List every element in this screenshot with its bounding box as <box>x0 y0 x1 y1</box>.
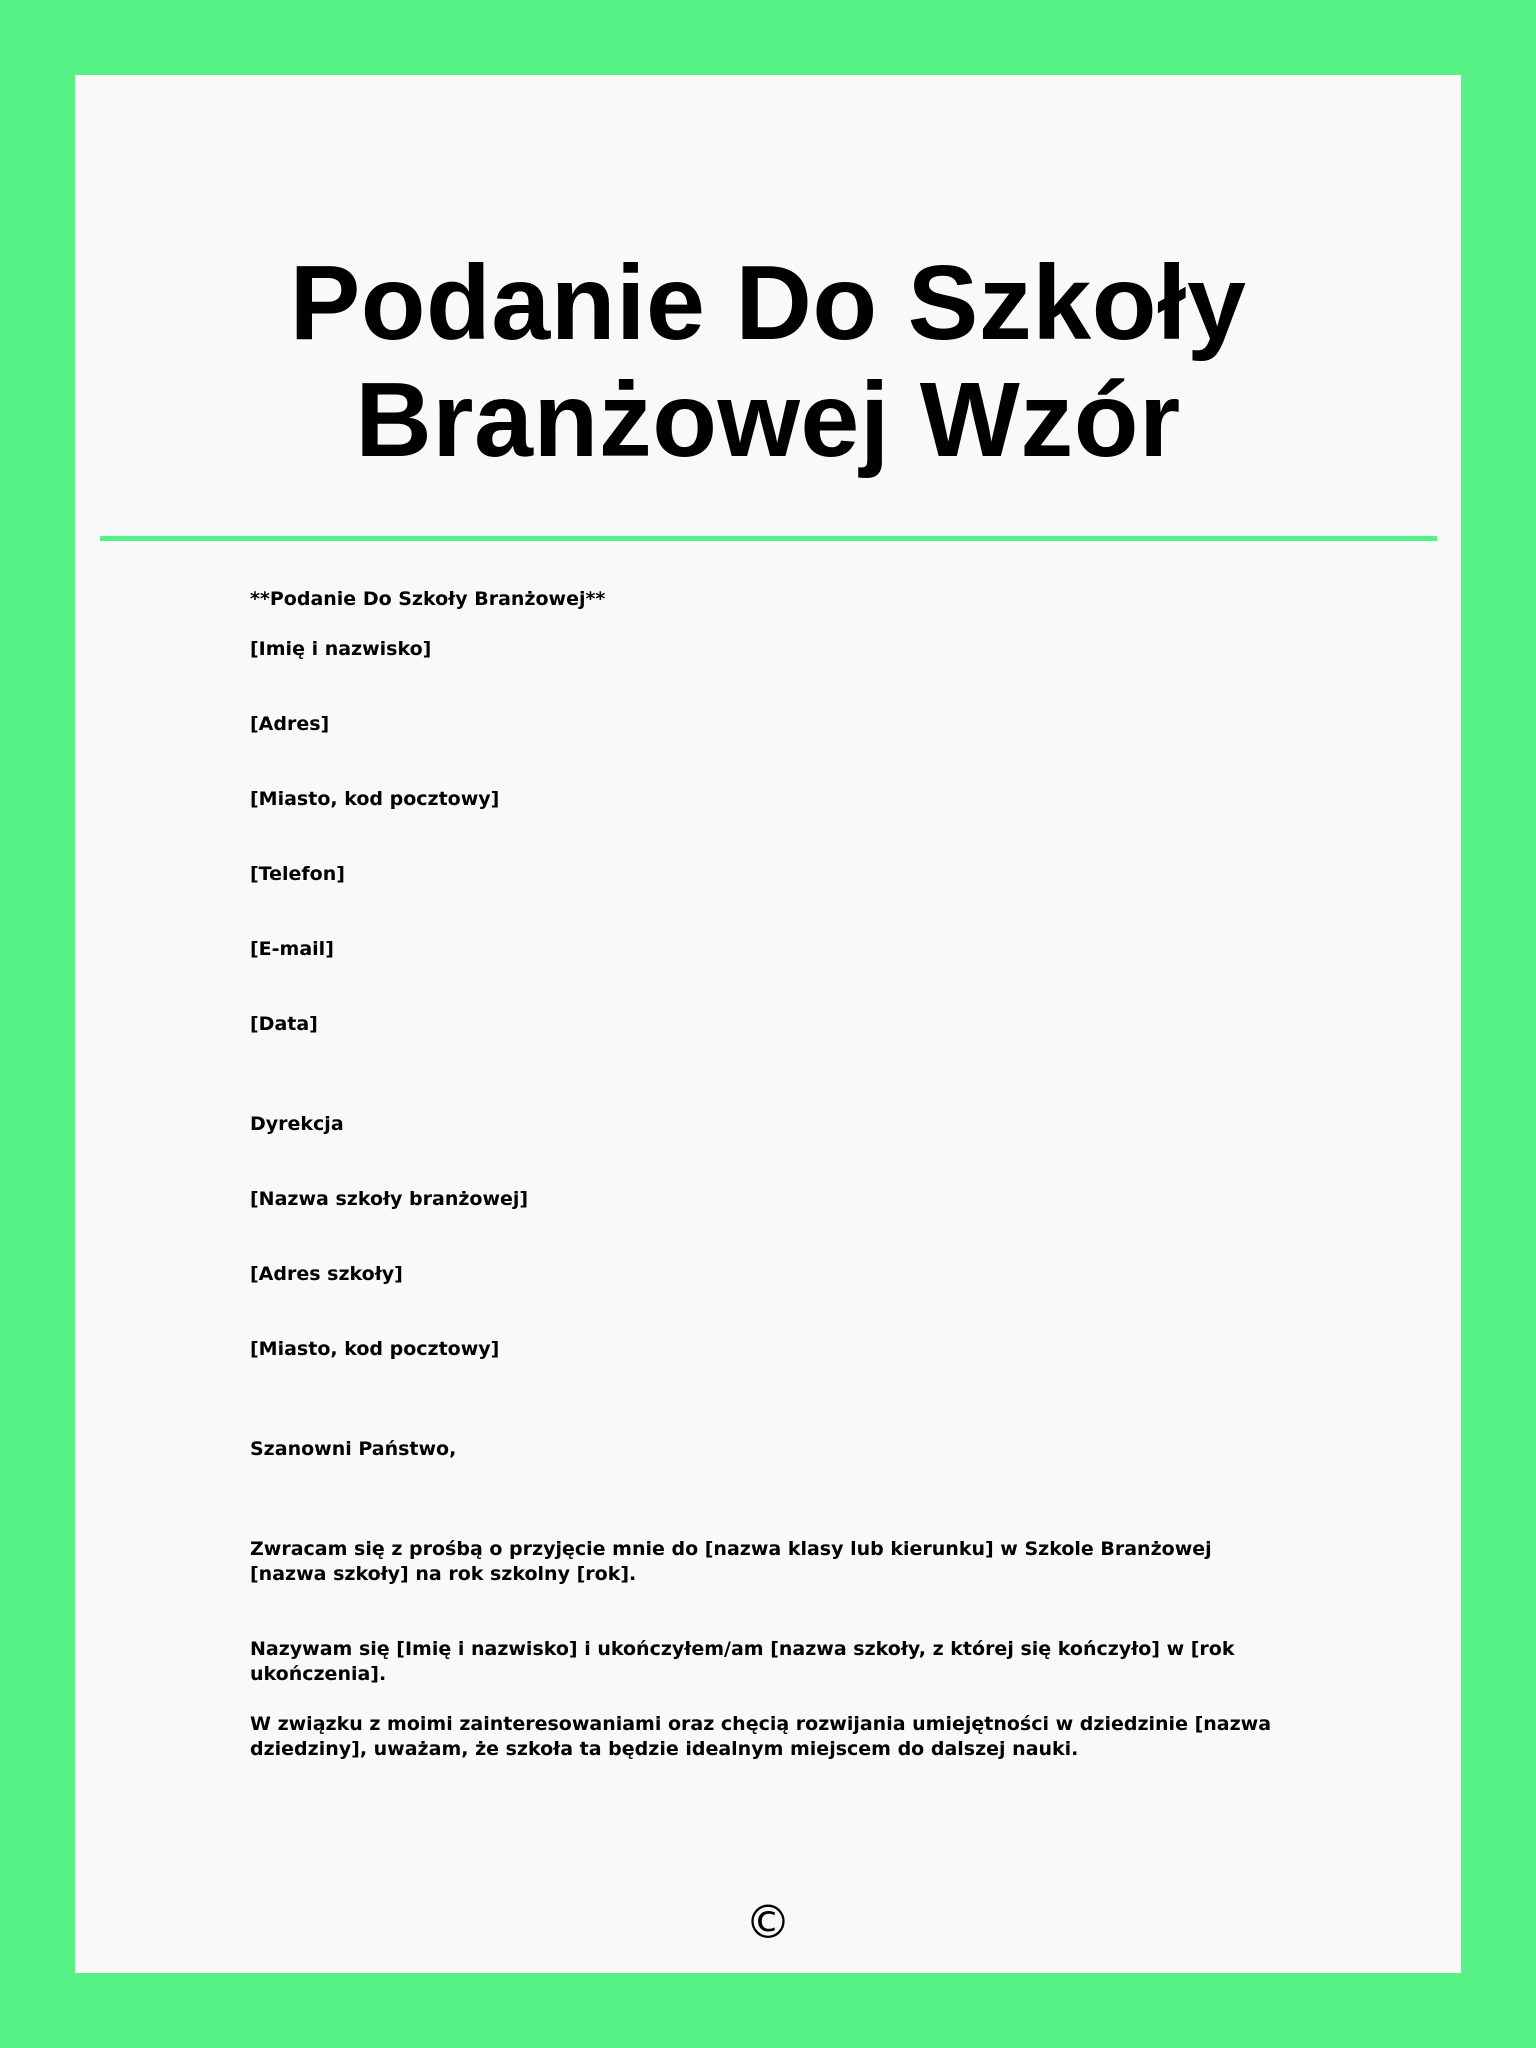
sender-address: [Adres] <box>250 713 330 735</box>
letter-heading: **Podanie Do Szkoły Branżowej** <box>250 588 606 610</box>
sender-date: [Data] <box>250 1013 318 1035</box>
copyright-symbol: © <box>745 1895 791 1949</box>
recipient-school-name: [Nazwa szkoły branżowej] <box>250 1188 529 1210</box>
document-page <box>75 75 1461 1973</box>
paragraph-introduction: Nazywam się [Imię i nazwisko] i ukończyłem/am [nazwa szkoły, z której się kończyło] w [rok ukończenia]. <box>250 1638 1235 1685</box>
sender-name: [Imię i nazwisko] <box>250 638 432 660</box>
sender-phone: [Telefon] <box>250 863 345 885</box>
paragraph-motivation: W związku z moimi zainteresowaniami oraz chęcią rozwijania umiejętności w dziedzinie [nazwa dziedziny], uważam, że szkoła ta będzie idealnym miejscem do dalszej nauki. <box>250 1713 1272 1760</box>
document-title: Podanie Do Szkoły Branżowej Wzór <box>289 244 1247 479</box>
salutation: Szanowni Państwo, <box>250 1438 457 1460</box>
title-divider <box>100 536 1437 541</box>
recipient-school-address: [Adres szkoły] <box>250 1263 403 1285</box>
sender-email: [E-mail] <box>250 938 334 960</box>
recipient-city: [Miasto, kod pocztowy] <box>250 1338 500 1360</box>
sender-city: [Miasto, kod pocztowy] <box>250 788 500 810</box>
recipient-label: Dyrekcja <box>250 1113 344 1135</box>
paragraph-request: Zwracam się z prośbą o przyjęcie mnie do [nazwa klasy lub kierunku] w Szkole Branżowej [nazwa szkoły] na rok szkolny [rok]. <box>250 1538 1212 1585</box>
